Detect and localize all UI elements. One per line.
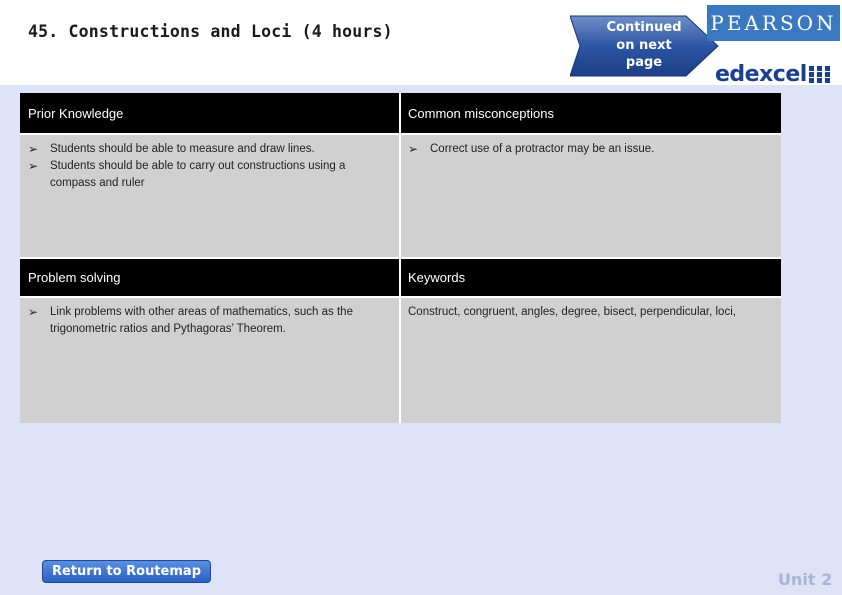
edexcel-logo (707, 62, 840, 88)
problem-solving-heading: Problem solving (20, 258, 400, 296)
misconceptions-body (400, 133, 781, 258)
unit-label: Unit 2 (778, 570, 833, 589)
keywords-body (400, 296, 781, 423)
arrow-bullet-icon: ➢ (28, 159, 39, 173)
page-title: 45. Constructions and Loci (4 hours) (28, 22, 393, 41)
list-item: ➢ Correct use of a protractor may be an issue. (408, 142, 655, 156)
list-item: ➢ Link problems with other areas of mathematics, such as the trigonometric ratios and Pythagoras’ Theorem. (28, 305, 353, 335)
list-item: ➢ Students should be able to carry out constructions using a compass and ruler (28, 159, 346, 189)
problem-solving-body (20, 296, 400, 423)
prior-knowledge-body (20, 133, 400, 258)
page-header (0, 0, 842, 85)
prior-knowledge-heading: Prior Knowledge (20, 93, 400, 133)
pearson-logo: PEARSON (707, 5, 840, 41)
info-table (20, 93, 781, 423)
misconceptions-heading: Common misconceptions (400, 93, 781, 133)
edexcel-wordmark: edexcel (715, 62, 807, 87)
continued-label: Continued on next page (606, 20, 682, 70)
grid-logo-icon (809, 66, 831, 84)
row-divider (20, 133, 781, 135)
keywords-heading: Keywords (400, 258, 781, 296)
continued-next-page-button[interactable] (570, 14, 720, 78)
arrow-bullet-icon: ➢ (28, 305, 39, 319)
arrow-bullet-icon: ➢ (408, 142, 419, 156)
keywords-text: Construct, congruent, angles, degree, bisect, perpendicular, loci, (408, 306, 736, 318)
row-divider (20, 257, 781, 259)
row-divider (20, 296, 781, 298)
return-to-routemap-button[interactable]: Return to Routemap (42, 560, 211, 583)
arrow-bullet-icon: ➢ (28, 142, 39, 156)
list-item: ➢ Students should be able to measure and draw lines. (28, 142, 315, 156)
